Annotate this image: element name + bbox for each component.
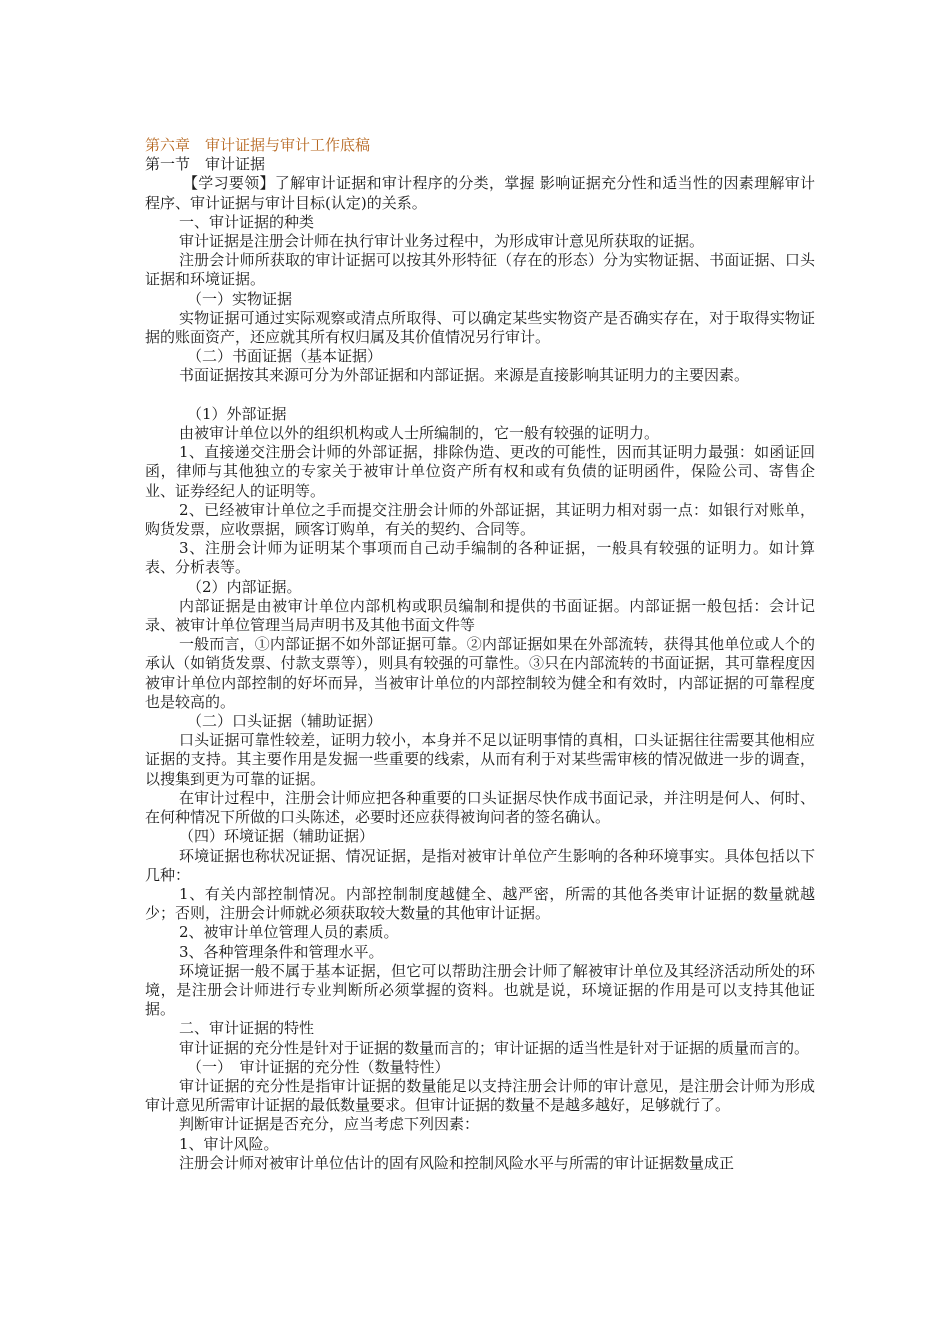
section-title: 第一节 审计证据 [145, 155, 266, 174]
paragraph: （二）书面证据（基本证据） [187, 347, 383, 366]
paragraph: 3、各种管理条件和管理水平。 [179, 942, 384, 961]
document-body [145, 136, 815, 1173]
paragraph: 审计证据的充分性是针对于证据的数量而言的；审计证据的适当性是针对于证据的质量而言的。 [179, 1038, 810, 1057]
paragraph: 环境证据一般不属于基本证据，但它可以帮助注册会计师了解被审计单位及其经济活动所处的环境，是注册会计师进行专业判断所必须掌握的资料。也就是说，环境证据的作用是可以支持其他证据。 [145, 961, 815, 1019]
paragraph: 1、直接递交注册会计师的外部证据，排除伪造、更改的可能性，因而其证明力最强：如函证回函，律师与其他独立的专家关于被审计单位资产所有权和或有负债的证明函件，保险公司、寄售企业、证券经纪人的证明等。 [145, 443, 815, 500]
paragraph: （一）实物证据 [187, 289, 293, 308]
paragraph: 1、审计风险。 [179, 1134, 279, 1153]
paragraph: 一般而言，①内部证据不如外部证据可靠。②内部证据如果在外部流转，获得其他单位或人个的承认（如销货发票、付款支票等），则具有较强的可靠性。③只在内部流转的书面证据，其可靠程度因被审计单位内部控制的好坏而异，当被审计单位的内部控制较为健全和有效时，内部证据的可靠程度也是较高的。 [145, 635, 815, 711]
paragraph: 判断审计证据是否充分，应当考虑下列因素： [179, 1115, 480, 1134]
paragraph: 实物证据可通过实际观察或清点所取得、可以确定某些实物资产是否确实存在，对于取得实物证据的账面资产，还应就其所有权归属及其价值情况另行审计。 [145, 308, 815, 347]
paragraph: 注册会计师对被审计单位估计的固有风险和控制风险水平与所需的审计证据数量成正 [179, 1153, 735, 1172]
paragraph: 环境证据也称状况证据、情况证据，是指对被审计单位产生影响的各种环境事实。具体包括以下几种： [145, 846, 815, 884]
paragraph: （二）口头证据（辅助证据） [187, 712, 383, 731]
paragraph: （一） 审计证据的充分性（数量特性） [187, 1057, 450, 1076]
paragraph: 1、有关内部控制情况。内部控制制度越健全、越严密，所需的其他各类审计证据的数量就越少；否则，注册会计师就必须获取较大数量的其他审计证据。 [145, 884, 815, 923]
paragraph: 3、注册会计师为证明某个事项而自己动手编制的各种证据，一般具有较强的证明力。如计算表、分析表等。 [145, 539, 815, 577]
paragraph: 审计证据的充分性是指审计证据的数量能足以支持注册会计师的审计意见，是注册会计师为形成审计意见所需审计证据的最低数量要求。但审计证据的数量不是越多越好，足够就行了。 [145, 1076, 815, 1115]
paragraph: 二、审计证据的特性 [179, 1019, 315, 1038]
chapter-title: 第六章 审计证据与审计工作底稿 [145, 136, 371, 154]
paragraph: （1）外部证据 [187, 404, 287, 423]
paragraph: 口头证据可靠性较差，证明力较小，本身并不足以证明事情的真相，口头证据往往需要其他相应证据的支持。其主要作用是发掘一些重要的线索，从而有利于对某些需审核的情况做进一步的调查，以搜集到更为可靠的证据。 [145, 731, 815, 788]
paragraph-list [145, 174, 815, 1173]
paragraph: 书面证据按其来源可分为外部证据和内部证据。来源是直接影响其证明力的主要因素。 [179, 366, 750, 385]
paragraph: （2）内部证据。 [187, 577, 302, 596]
paragraph: 2、已经被审计单位之手而提交注册会计师的外部证据，其证明力相对弱一点：如银行对账单，购货发票，应收票据，顾客订购单，有关的契约、合同等。 [145, 500, 815, 539]
paragraph: 在审计过程中，注册会计师应把各种重要的口头证据尽快作成书面记录，并注明是何人、何时、在何种情况下所做的口头陈述，必要时还应获得被询问者的签名确认。 [145, 788, 815, 827]
paragraph: 注册会计师所获取的审计证据可以按其外形特征（存在的形态）分为实物证据、书面证据、口头证据和环境证据。 [145, 251, 815, 289]
paragraph: 由被审计单位以外的组织机构或人士所编制的，它一般有较强的证明力。 [179, 424, 660, 443]
paragraph: 审计证据是注册会计师在执行审计业务过程中，为形成审计意见所获取的证据。 [179, 232, 705, 251]
paragraph: 一、审计证据的种类 [179, 212, 315, 231]
blank-line [145, 386, 815, 405]
paragraph: 内部证据是由被审计单位内部机构或职员编制和提供的书面证据。内部证据一般包括：会计记录、被审计单位管理当局声明书及其他书面文件等 [145, 596, 815, 635]
paragraph: 【学习要领】了解审计证据和审计程序的分类，掌握 影响证据充分性和适当性的因素理解审计程序、审计证据与审计目标(认定)的关系。 [145, 174, 815, 212]
paragraph: （四）环境证据（辅助证据） [179, 827, 375, 846]
paragraph: 2、被审计单位管理人员的素质。 [179, 923, 399, 942]
